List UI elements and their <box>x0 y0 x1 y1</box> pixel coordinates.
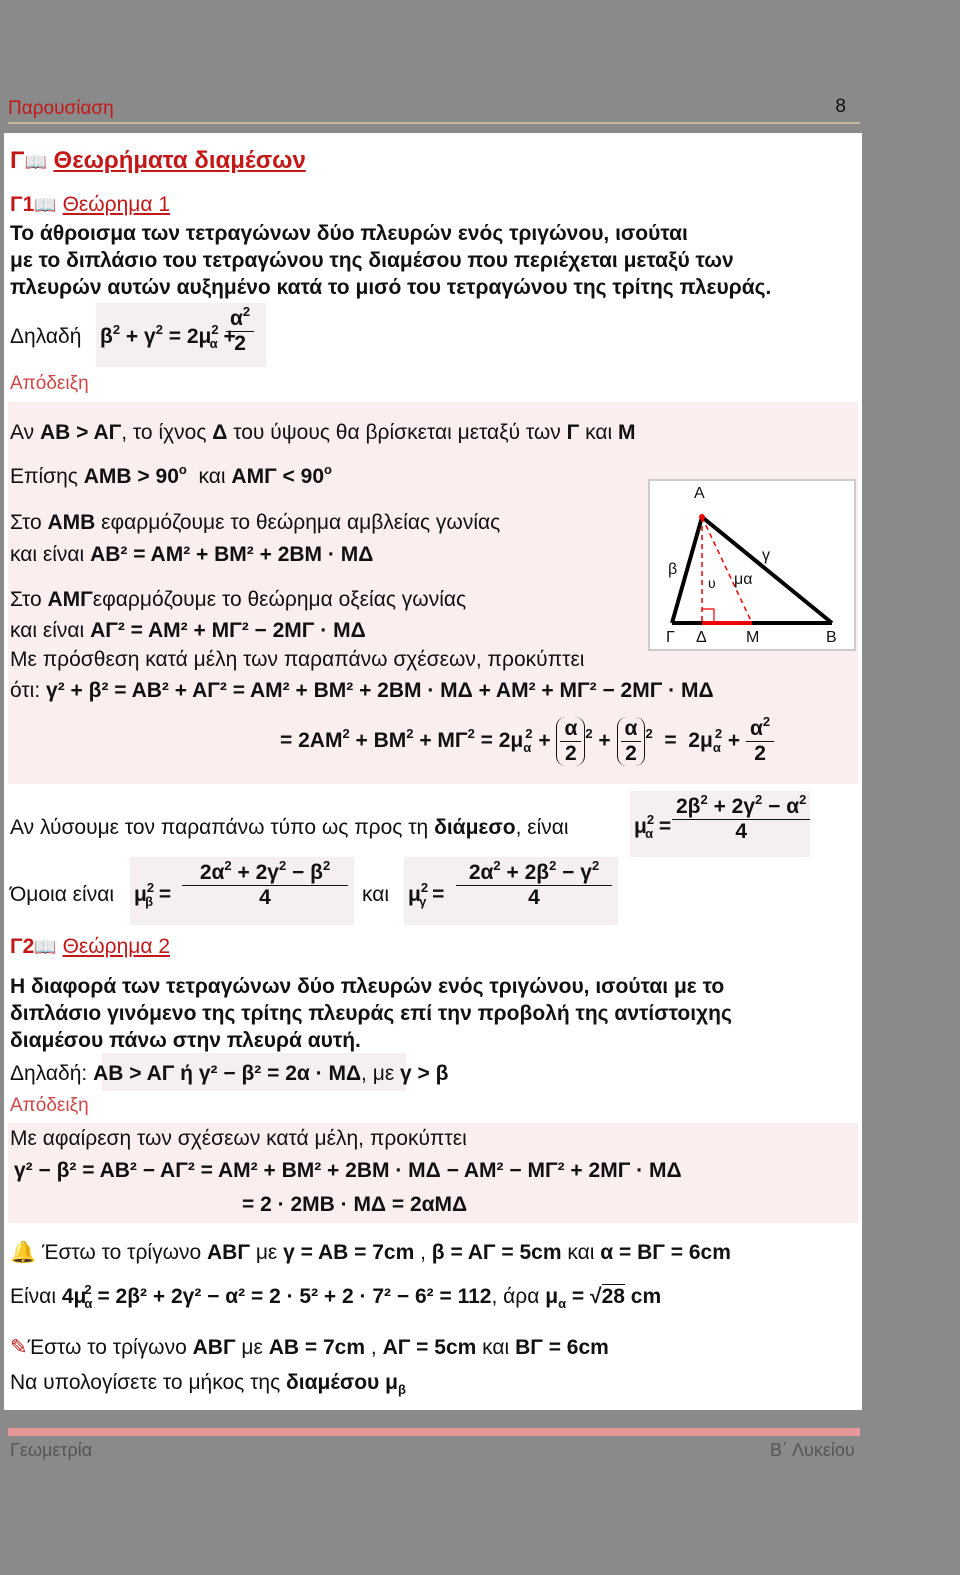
median-c-formula: $\mu^2_\gamma$ = $\frac{2\alpha^2 + 2\beta^2 - \gamma^2}{4}$ <box>404 857 618 925</box>
theorem1-text-2: με το διπλάσιο του τετραγώνου της διαμέσου που περιέχεται μεταξύ των <box>10 249 734 272</box>
example-line-2: Είναι $4\mu_\alpha^2 = 2\beta^2 + 2\gamma^2 - \alpha^2 = 2 \cdot 5^2 + 2 \cdot 7^2 - 6^2 = 112$, άρα $\mu_\alpha = √28$ cm <box>10 1282 662 1311</box>
theorem1-heading <box>10 193 170 217</box>
section-letter: Γ <box>10 147 25 174</box>
namely-label: Δηλαδή <box>10 325 82 348</box>
theorem2-text-1: Η διαφορά των τετραγώνων δύο πλευρών ενός τριγώνου, ισούται με το <box>10 975 725 998</box>
page-content <box>4 133 862 1410</box>
fig-label-gamma: γ <box>762 547 770 564</box>
page-header <box>8 96 860 124</box>
triangle-diagram <box>650 481 854 649</box>
section-title <box>10 147 306 175</box>
solve-text: Αν λύσουμε τον παραπάνω τύπο ως προς τη διάμεσο, είναι <box>10 816 569 839</box>
fig-label-M: Μ <box>746 629 760 646</box>
theorem1-label: Γ1 <box>10 193 35 216</box>
theorem2-text-2: διπλάσιο γινόμενο της τρίτης πλευράς επί την προβολή της αντίστοιχης <box>10 1002 732 1025</box>
fig-label-height: υ <box>708 575 716 591</box>
proof2-line-1: Με αφαίρεση των σχέσεων κατά μέλη, προκύπτει <box>10 1127 467 1150</box>
book-icon: 📖 <box>34 937 57 957</box>
fig-label-B: Β <box>826 629 837 646</box>
theorem1-text-3: πλευρών αυτών αυξημένο κατά το μισό του τετραγώνου της τρίτης πλευράς. <box>10 276 772 299</box>
proof1-line-1: Αν ΑΒ > ΑΓ, το ίχνος Δ του ύψους θα βρίσκεται μεταξύ των Γ και Μ <box>10 421 636 444</box>
theorem2-label: Γ2 <box>10 935 35 958</box>
proof1-line-9: = $2AM^2 + BM^2 + M\Gamma^2 = 2\mu_\alpha^2$ + $\frac{\alpha}{2}$ $^2$ + $\frac{\alpha}{2}$ $^2 = 2\mu_\alpha^2$ + $\frac{\alpha^2}{2}$ <box>280 717 774 766</box>
exercise-line-2: Να υπολογίσετε το μήκος της διαμέσου $\mu_\beta$ <box>10 1371 406 1397</box>
book-icon: 📖 <box>34 195 57 215</box>
bell-icon: 🔔 <box>10 1241 37 1264</box>
example-line-1: 🔔 Έστω το τρίγωνο ΑΒΓ με γ = ΑΒ = 7cm , β = ΑΓ = 5cm και α = ΒΓ = 6cm <box>10 1241 731 1264</box>
triangle-figure <box>648 479 856 651</box>
proof1-line-2: Επίσης $AMB > 90^o$ και $AM\Gamma < 90^o$ <box>10 462 332 488</box>
proof1-line-4: και είναι ΑΒ² = ΑΜ² + ΒΜ² + 2ΒΜ · ΜΔ <box>10 543 374 566</box>
theorem2-heading <box>10 935 170 959</box>
proof2-line-3: = 2 · 2ΜΒ · ΜΔ = 2αΜΔ <box>242 1193 468 1216</box>
proof1-line-3: Στο ΑΜΒ εφαρμόζουμε το θεώρημα αμβλείας γωνίας <box>10 511 501 534</box>
page-number: 8 <box>835 96 846 117</box>
theorem1-text-1: Το άθροισμα των τετραγώνων δύο πλευρών ενός τριγώνου, ισούται <box>10 222 688 245</box>
theorem1-formula: $\beta^2 + \gamma^2 = 2\mu^2_\alpha$ + $\frac{\alpha^2}{2}$ <box>96 303 266 367</box>
theorem1-link[interactable]: Θεώρημα 1 <box>62 193 171 216</box>
median-b-formula: $\mu^2_\beta$ = $\frac{2\alpha^2 + 2\gamma^2 - \beta^2}{4}$ <box>130 857 354 925</box>
proof1-line-8: ότι: γ² + β² = ΑΒ² + ΑΓ² = ΑΜ² + ΒΜ² + 2ΒΜ · ΜΔ + ΑΜ² + ΜΓ² − 2ΜΓ · ΜΔ <box>10 679 714 702</box>
median-a-formula: $\mu^2_\alpha$ = $\frac{2\beta^2 + 2\gamma^2 - \alpha^2}{4}$ <box>630 791 810 857</box>
similar-label: Όμοια είναι <box>10 883 115 906</box>
section-heading[interactable]: Θεωρήματα διαμέσων <box>53 147 306 174</box>
fig-label-beta: β <box>668 561 678 578</box>
proof1-line-6: και είναι ΑΓ² = ΑΜ² + ΜΓ² − 2ΜΓ · ΜΔ <box>10 619 366 642</box>
header-title: Παρουσίαση <box>8 98 114 119</box>
theorem2-text-3: διαμέσου πάνω στην πλευρά αυτή. <box>10 1029 361 1052</box>
proof1-line-7: Με πρόσθεση κατά μέλη των παραπάνω σχέσεων, προκύπτει <box>10 648 585 671</box>
pencil-icon: ✎ <box>10 1336 28 1359</box>
footer-left: Γεωμετρία <box>10 1440 93 1460</box>
footer-bar <box>8 1428 860 1436</box>
proof1-line-5: Στο ΑΜΓεφαρμόζουμε το θεώρημα οξείας γωνίας <box>10 588 467 611</box>
fig-label-D: Δ <box>696 629 707 646</box>
fig-label-A: Α <box>694 485 705 502</box>
theorem2-namely: Δηλαδή: ΑΒ > ΑΓ ή γ² − β² = 2α · ΜΔ, με γ > β <box>10 1062 449 1085</box>
fig-label-G: Γ <box>666 629 675 646</box>
proof2-line-2: γ² − β² = ΑΒ² − ΑΓ² = ΑΜ² + ΒΜ² + 2ΒΜ · ΜΔ − ΑΜ² − ΜΓ² + 2ΜΓ · ΜΔ <box>14 1159 682 1182</box>
fig-label-median: μα <box>734 571 753 588</box>
theorem2-link[interactable]: Θεώρημα 2 <box>62 935 171 958</box>
proof-label: Απόδειξη <box>10 373 89 394</box>
exercise-line-1: ✎Έστω το τρίγωνο ΑΒΓ με ΑΒ = 7cm , ΑΓ = 5cm και ΒΓ = 6cm <box>10 1336 609 1359</box>
footer-right: Β΄ Λυκείου <box>770 1440 855 1460</box>
and-label: και <box>362 883 390 906</box>
book-icon: 📖 <box>24 152 47 172</box>
proof2-label: Απόδειξη <box>10 1095 89 1116</box>
